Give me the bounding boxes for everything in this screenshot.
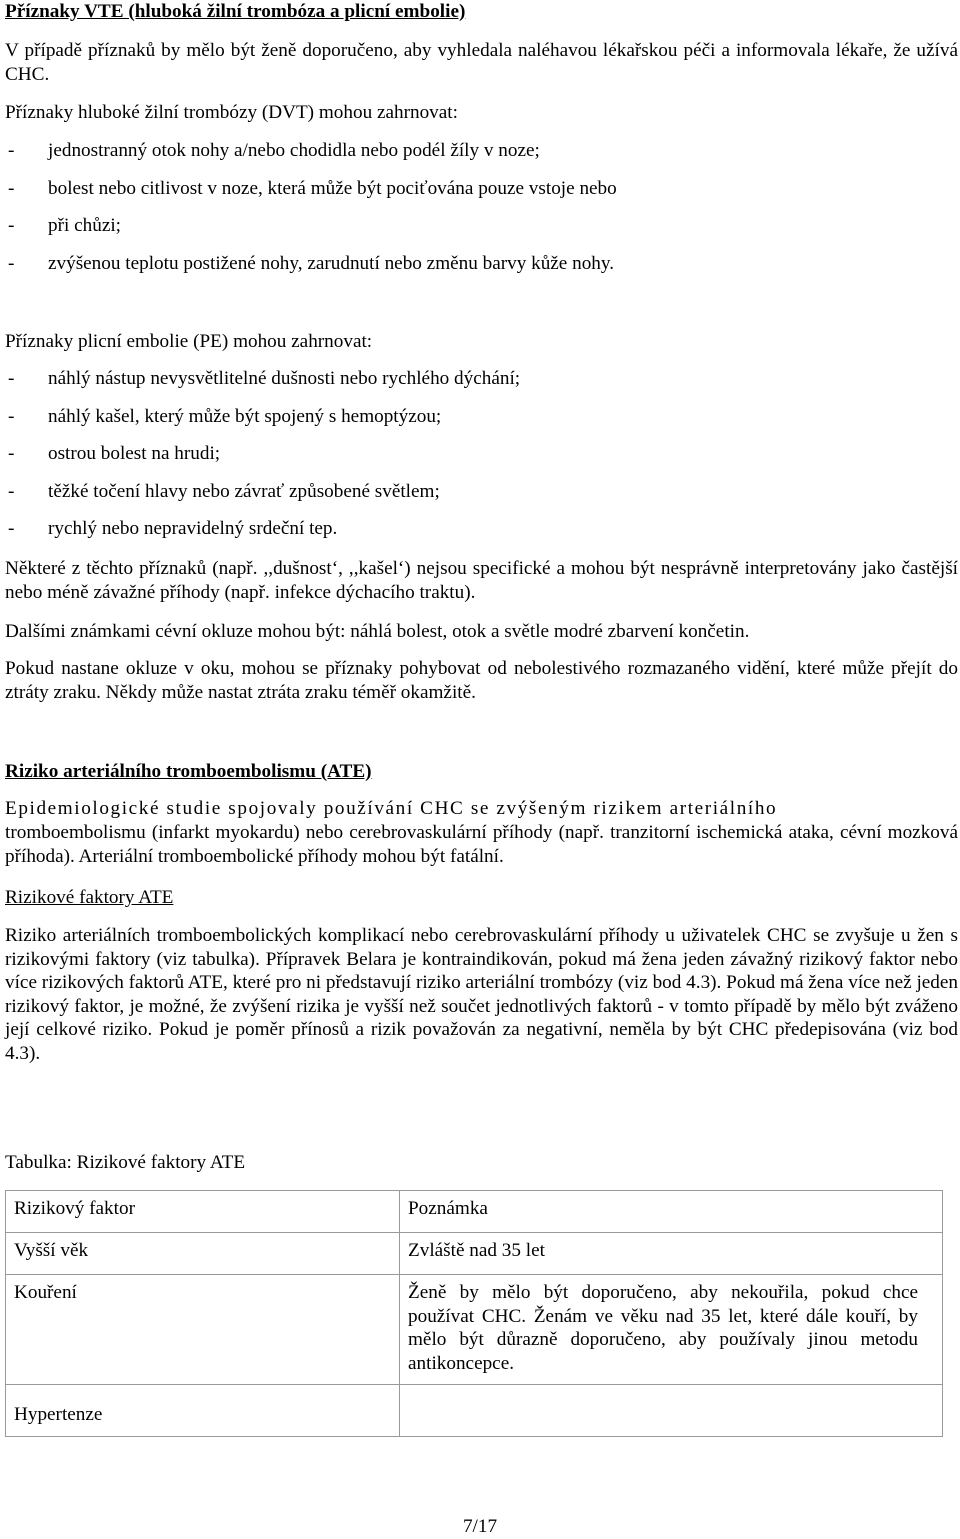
list-item: - náhlý kašel, který může být spojený s hemoptýzou;	[8, 405, 442, 427]
list-item: - bolest nebo citlivost v noze, která může být pociťována pouze vstoje nebo	[8, 177, 617, 199]
table-cell: Vyšší věk	[6, 1233, 400, 1275]
table-header-cell: Poznámka	[400, 1191, 943, 1233]
table-cell: Hypertenze	[6, 1385, 400, 1437]
pe-symptom-list	[5, 367, 958, 541]
table-header-row	[6, 1191, 943, 1233]
dvt-intro: Příznaky hluboké žilní trombózy (DVT) mohou zahrnovat:	[5, 102, 458, 123]
table-row	[6, 1275, 943, 1385]
table-title: Tabulka: Rizikové faktory ATE	[5, 1152, 246, 1173]
list-item: - při chůzi;	[8, 215, 121, 236]
list-item: - náhlý nástup nevysvětlitelné dušnosti nebo rychlého dýchání;	[8, 368, 521, 389]
list-item: - ostrou bolest na hrudi;	[8, 443, 221, 464]
table-cell: Ženě by mělo být doporučeno, aby nekouřila, pokud chce používat CHC. Ženám ve věku nad 35 let, které dále kouří, by mělo být důrazně doporučeno, aby používaly jinou metodu antikoncepce.	[400, 1275, 943, 1385]
vte-intro-paragraph: V případě příznaků by mělo být ženě doporučeno, aby vyhledala naléhavou lékařskou péči a informovala lékaře, že užívá CHC.	[5, 40, 958, 85]
risk-factors-table	[5, 1190, 943, 1437]
list-item: - těžké točení hlavy nebo závrať způsobené světlem;	[8, 480, 440, 502]
other-signs-paragraph: Dalšími známkami cévní okluze mohou být: náhlá bolest, otok a světle modré zbarvení končetin.	[5, 621, 750, 642]
table-cell	[400, 1385, 943, 1437]
page-number: 7/17	[462, 1516, 498, 1537]
ate-heading: Riziko arteriálního tromboembolismu (ATE)	[5, 761, 372, 782]
vte-heading: Příznaky VTE (hluboká žilní trombóza a plicní embolie)	[5, 1, 466, 22]
table-row	[6, 1233, 943, 1275]
nonspecific-symptoms-paragraph: Některé z těchto příznaků (např. ,,dušnost‘, ,,kašel‘) nejsou specifické a mohou být nesprávně interpretovány jako častější nebo méně závažné příhody (např. infekce dýchacího traktu).	[5, 558, 958, 603]
table-row	[6, 1385, 943, 1437]
ate-paragraph-first-line: Epidemiologické studie spojovaly používání CHC se zvýšeným rizikem arteriálního	[5, 798, 778, 819]
table-cell: Kouření	[6, 1275, 400, 1385]
list-item: - rychlý nebo nepravidelný srdeční tep.	[8, 518, 338, 539]
ate-paragraph: tromboembolismu (infarkt myokardu) nebo cerebrovaskulární příhody (např. tranzitorní ischemická ataka, cévní mozková příhoda). Arteriální tromboembolické příhody mohou být fatální.	[5, 822, 958, 867]
table-cell: Zvláště nad 35 let	[400, 1233, 943, 1275]
pe-intro: Příznaky plicní embolie (PE) mohou zahrnovat:	[5, 331, 373, 352]
dvt-symptom-list	[5, 139, 958, 275]
risk-factors-paragraph: Riziko arteriálních tromboembolických komplikací nebo cerebrovaskulární příhody u uživatelek CHC se zvyšuje u žen s rizikovými faktory (viz tabulka). Přípravek Belara je kontraindikován, pokud má žena jeden závažný rizikový faktor nebo více rizikových faktorů ATE, které pro ni představují riziko arteriální trombózy (viz bod 4.3). Pokud má žena více než jeden rizikový faktor, je možné, že zvýšení rizika je vyšší než součet jednotlivých faktorů - v tomto případě by mělo být zváženo její celkové riziko. Pokud je poměr přínosů a rizik považován za negativní, neměla by být CHC předepisována (viz bod 4.3).	[5, 925, 958, 1064]
table-header-cell: Rizikový faktor	[6, 1191, 400, 1233]
list-item: - jednostranný otok nohy a/nebo chodidla nebo podél žíly v noze;	[8, 140, 540, 161]
list-item: - zvýšenou teplotu postižené nohy, zarudnutí nebo změnu barvy kůže nohy.	[8, 252, 615, 274]
risk-factors-heading: Rizikové faktory ATE	[5, 887, 174, 908]
eye-occlusion-paragraph: Pokud nastane okluze v oku, mohou se příznaky pohybovat od nebolestivého rozmazaného vidění, které může přejít do ztráty zraku. Někdy může nastat ztráta zraku téměř okamžitě.	[5, 658, 958, 703]
